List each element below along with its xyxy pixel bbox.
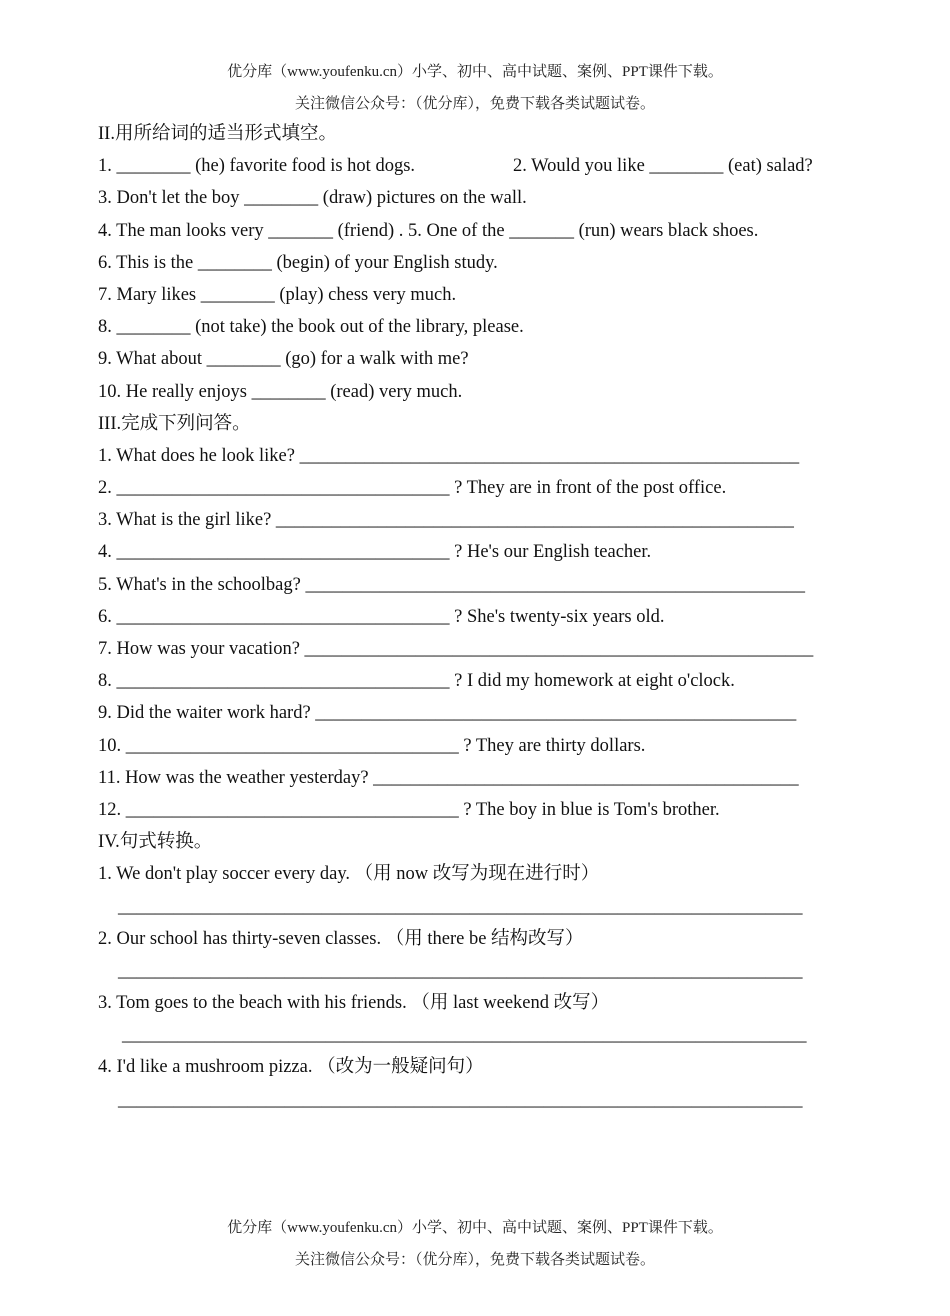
section-4-title: IV.句式转换。 [98,832,213,853]
s2-q1: 1. ________ (he) favorite food is hot dogs. [98,156,416,177]
s4-q3: 3. Tom goes to the beach with his friends. （用 last weekend 改写） [98,993,610,1014]
s4-q2: 2. Our school has thirty-seven classes. （用 there be 结构改写） [98,928,584,949]
s2-q8: 8. ________ (not take) the book out of the library, please. [98,317,524,338]
s3-q11: 11. How was the weather yesterday? ______________________________________________ [98,767,799,788]
s4-q1: 1. We don't play soccer every day. （用 now 改写为现在进行时） [98,864,600,885]
s3-q2: 2. ____________________________________ ? They are in front of the post office. [98,478,727,499]
s2-q6: 6. This is the ________ (begin) of your English study. [98,252,498,273]
section-2-title: II.用所给词的适当形式填空。 [98,124,337,144]
header-line-2: 关注微信公众号：（优分库），免费下载各类试题试卷。 [294,96,655,112]
header-line-1: 优分库（www.youfenku.cn）小学、初中、高中试题、案例、PPT课件下载。 [227,64,723,80]
footer-line-2: 关注微信公众号：（优分库），免费下载各类试题试卷。 [294,1252,655,1268]
s3-q9: 9. Did the waiter work hard? ____________________________________________________ [98,703,797,724]
s4-answer-line-4: __________________________________________________________________________ [118,1089,803,1110]
s2-q9: 9. What about ________ (go) for a walk with me? [98,349,469,370]
question-row [98,150,858,182]
s3-q10: 10. ____________________________________ ? They are thirty dollars. [98,735,646,756]
s3-q4: 4. ____________________________________ ? He's our English teacher. [98,542,652,563]
s4-answer-line-1: __________________________________________________________________________ [118,896,803,917]
section-3-title: III.完成下列问答。 [98,413,251,434]
s3-q1: 1. What does he look like? ______________________________________________________ [98,445,800,466]
s3-q12: 12. ____________________________________ ? The boy in blue is Tom's brother. [98,799,720,820]
s3-q8: 8. ____________________________________ ? I did my homework at eight o'clock. [98,671,735,692]
s2-q2: 2. Would you like ________ (eat) salad? [513,156,813,177]
s4-answer-line-3: __________________________________________________________________________ [122,1025,807,1046]
s2-q7: 7. Mary likes ________ (play) chess very much. [98,284,457,305]
s2-q10: 10. He really enjoys ________ (read) very much. [98,381,463,402]
s4-q4: 4. I'd like a mushroom pizza. （改为一般疑问句） [98,1057,484,1078]
worksheet [98,118,858,1116]
s3-q7: 7. How was your vacation? _______________________________________________________ [98,639,814,659]
s3-q3: 3. What is the girl like? ________________________________________________________ [98,510,794,531]
footer-line-1: 优分库（www.youfenku.cn）小学、初中、高中试题、案例、PPT课件下载。 [227,1220,723,1236]
s2-q3: 3. Don't let the boy ________ (draw) pictures on the wall. [98,188,527,209]
s3-q5: 5. What's in the schoolbag? ______________________________________________________ [98,574,805,595]
s4-answer-line-2: __________________________________________________________________________ [118,960,803,981]
s2-q4: 4. The man looks very _______ (friend) . 5. One of the _______ (run) wears black shoes. [98,220,759,241]
s3-q6: 6. ____________________________________ ? She's twenty-six years old. [98,606,665,627]
